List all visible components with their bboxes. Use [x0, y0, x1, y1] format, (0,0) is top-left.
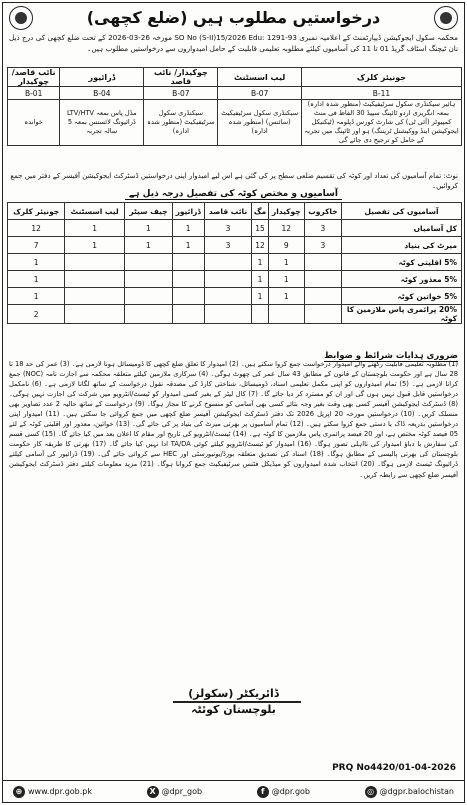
quota-cell: 1 — [172, 237, 204, 254]
quota-cell: 12 — [252, 237, 268, 254]
positions-table — [7, 67, 462, 146]
instagram-text: @dgpr.balochistan — [379, 787, 454, 796]
quota-cell — [65, 305, 125, 324]
quota-cell: 3 — [204, 220, 252, 237]
quota-col-header: چیف سیٹر — [125, 203, 173, 220]
quota-col-header: آسامیوں کی تفصیل — [342, 203, 462, 220]
signature-title: ڈائریکٹر (سکولز) — [188, 687, 279, 700]
quota-cell: 3 — [304, 220, 341, 237]
note-paragraph: نوٹ: تمام آسامیوں کی تعداد اور کوٹہ کی تقسیم ضلعی سطح پر کی گئی ہے اس لیے امیدوار اپنی درخواستیں ڈسٹرکٹ ایجوکیشن آفیسر کے دفتر میں جمع کروائیں۔ — [10, 172, 458, 190]
quota-cell — [304, 305, 341, 324]
government-logo-left — [9, 6, 33, 30]
quota-cell — [65, 271, 125, 288]
position-title: ڈرائیور — [60, 68, 144, 87]
quota-cell: 1 — [65, 237, 125, 254]
ad-title: درخواستیں مطلوب ہیں (ضلع کچھی) — [86, 8, 381, 27]
quota-cell: 1 — [172, 220, 204, 237]
rules-heading-text: ضروری ہدایات شرائط و ضوابط — [324, 351, 458, 361]
quota-cell — [125, 305, 173, 324]
quota-row-label: میرٹ کی بنیاد — [342, 237, 462, 254]
prq-number: PRQ No4420/01-04-2026 — [332, 763, 456, 773]
twitter-icon: X — [147, 786, 159, 798]
quota-cell: 1 — [252, 271, 268, 288]
signature-block — [3, 687, 464, 731]
website-text: www.dpr.gob.pk — [28, 787, 92, 796]
position-grade: B-07 — [218, 87, 302, 100]
facebook-icon: f — [257, 786, 269, 798]
details-subheading-text: آسامیوں و مختص کوٹہ کی تفصیل درجہ ذیل ہے — [125, 189, 342, 200]
quota-col-header: خاکروب — [304, 203, 341, 220]
quota-cell: 2 — [8, 305, 65, 324]
quota-cell: 1 — [8, 288, 65, 305]
quota-cell — [204, 288, 252, 305]
ad-header — [3, 3, 464, 33]
quota-row — [8, 237, 462, 254]
position-grade: B-07 — [144, 87, 218, 100]
quota-cell — [252, 305, 268, 324]
quota-cell — [172, 254, 204, 271]
quota-cell: 3 — [304, 237, 341, 254]
quota-cell: 1 — [268, 271, 304, 288]
quota-cell: 12 — [268, 220, 304, 237]
quota-cell: 9 — [268, 237, 304, 254]
footer-instagram[interactable] — [365, 786, 454, 798]
quota-cell: 1 — [268, 288, 304, 305]
quota-cell: 7 — [8, 237, 65, 254]
position-grade: B-11 — [302, 87, 462, 100]
quota-cell — [172, 271, 204, 288]
quota-cell — [268, 305, 304, 324]
quota-col-header: ڈرائیور — [172, 203, 204, 220]
footer-facebook[interactable] — [257, 786, 310, 798]
position-title: چوکیدار/ نائب قاصد — [144, 68, 218, 87]
quota-cell: 1 — [8, 271, 65, 288]
quota-cell: 1 — [268, 254, 304, 271]
quota-cell: 1 — [125, 237, 173, 254]
quota-row-label: 5% اقلیتی کوٹہ — [342, 254, 462, 271]
quota-row-label: 20% پرائمری پاس ملازمین کا کوٹہ — [342, 305, 462, 324]
position-qualification: خواندہ — [8, 100, 60, 146]
globe-icon: ⊕ — [13, 786, 25, 798]
quota-cell — [172, 288, 204, 305]
position-qualification: سیکنڈری سکول سرٹیفیکیٹ (منظور شدہ ادارہ) — [144, 100, 218, 146]
quota-row-label: 5% خواتین کوٹہ — [342, 288, 462, 305]
position-title: جونیئر کلرک — [302, 68, 462, 87]
quota-details-table — [7, 202, 462, 324]
signature-location: بلوچستان کوئٹہ — [191, 703, 276, 716]
quota-cell — [125, 288, 173, 305]
position-qualification: سیکنڈری سکول سرٹیفیکیٹ (سائنس) (منظور شدہ ادارہ) — [218, 100, 302, 146]
position-title: نائب قاصد/ چوکیدار — [8, 68, 60, 87]
quota-cell: 1 — [125, 220, 173, 237]
quota-cell — [125, 271, 173, 288]
position-grade: B-04 — [60, 87, 144, 100]
quota-row — [8, 288, 462, 305]
position-qualification: مڈل پاس بمعہ LTV/HTV ڈرائیونگ لائسنس بمعہ 5 سالہ تجربہ — [60, 100, 144, 146]
job-advertisement — [2, 2, 465, 803]
government-logo-right — [434, 6, 458, 30]
footer-twitter[interactable] — [147, 786, 203, 798]
facebook-text: @dpr.gob — [271, 787, 310, 796]
quota-cell — [304, 288, 341, 305]
quota-cell: 15 — [252, 220, 268, 237]
footer-website[interactable] — [13, 786, 92, 798]
quota-row-label: کل آسامیاں — [342, 220, 462, 237]
quota-cell — [172, 305, 204, 324]
quota-cell: 1 — [252, 254, 268, 271]
quota-cell — [65, 288, 125, 305]
quota-cell: 1 — [252, 288, 268, 305]
position-grade: B-01 — [8, 87, 60, 100]
position-qualification-row — [8, 100, 462, 146]
quota-header-row — [8, 203, 462, 220]
footer-bar — [3, 780, 464, 802]
quota-cell — [304, 254, 341, 271]
position-title-row — [8, 68, 462, 87]
rules-paragraph: (1) مطلوبہ تعلیمی قابلیت رکھنے والے امیدوار درخواست جمع کروا سکتے ہیں۔ (2) امیدوار کا تعلق ضلع کچھی کا ڈومیسائل ہونا لازمی ہے۔ (3) عمر کی حد 18 تا 28 سال ہے اور حکومت بلوچستان کے قانون کے مطابق 43 سال عمر کی چھوٹ ہوگی۔ (4) سرکاری ملازمین کیلئے متعلقہ محکمہ سے اجازت نامہ (NOC) جمع کرانا لازمی ہے۔ (5) تمام امیدواروں کو اپنی مکمل تعلیمی اسناد، ڈومیسائل، شناختی کارڈ کی مصدقہ نقول درخواست کے ساتھ لگانا لازمی ہے۔ (6) نامکمل درخواستیں قابل قبول نہیں ہوں گی اور ان کو مسترد کر دیا جائے گا۔ (7) کال لیٹر کے بغیر کسی امیدوار کو ٹیسٹ/انٹرویو میں شرکت کی اجازت نہیں ہوگی۔ (8) ڈسٹرکٹ ایجوکیشن آفیسر کسی بھی وقت بغیر وجہ بتائے کسی بھی آسامی کو منسوخ کرنے کا مجاز ہوگا۔ (9) درخواست کے ساتھ حالیہ 2 عدد تصاویر بھی منسلک کریں۔ (10) درخواستیں مورخہ 20 اپریل 2026 تک دفتر ڈسٹرکٹ ایجوکیشن آفیسر ضلع کچھی میں جمع کروائی جا سکتی ہیں۔ (11) امیدوار اپنی درخواستیں بذریعہ ڈاک یا دستی جمع کروا سکتے ہیں۔ (12) تمام آسامیوں پر بھرتی میرٹ کی بنیاد پر کی جائے گی۔ (13) خواتین، معذور اور اقلیتی کوٹہ کے لئے 05 فیصد کوٹہ مختص ہے، اور 20 فیصد پرائمری پاس ملازمین کا کوٹہ ہے۔ (14) ٹیسٹ/انٹرویو کی تاریخ اور مقام کا اعلان بعد میں کیا جائے گا۔ (15) کسی قسم کی سفارش یا دباؤ امیدوار کی نااہلی تصور ہوگا۔ (16) امیدوار کو ٹیسٹ/انٹرویو کیلئے کوئی TA/DA ادا نہیں کیا جائے گا۔ (17) بھرتی کا طریقہ کار حکومت بلوچستان کی بھرتی پالیسی کے مطابق ہوگا۔ (18) اسناد کی تصدیق متعلقہ بورڈ/یونیورسٹی اور HEC سے کروائی جائے گی۔ (19) ڈرائیور کی آسامی کیلئے ڈرائیونگ ٹیسٹ لازمی ہوگا۔ (20) انتخاب شدہ امیدواروں کو میڈیکل فٹنس سرٹیفیکیٹ جمع کروانا ہوگا۔ (21) مزید معلومات کیلئے دفتر ڈسٹرکٹ ایجوکیشن آفیسر ضلع کچھی سے رابطہ کریں۔ — [9, 360, 458, 479]
position-qualification: ہائیر سیکنڈری سکول سرٹیفیکیٹ (منظور شدہ ادارہ) بمعہ انگریزی اردو ٹائپنگ سپیڈ 30 الفاظ فی منٹ کمپیوٹر (آئی ٹی) کی شارٹ کورس ڈپلومہ (ٹیکنیکل ایجوکیشن اینڈ ووکیشنل ٹریننگ) ہو اور ٹائپنگ میں تجربہ کے حامل کو ترجیح دی جائے گی — [302, 100, 462, 146]
quota-cell: 1 — [8, 254, 65, 271]
quota-row — [8, 220, 462, 237]
quota-row — [8, 305, 462, 324]
instagram-icon: ◎ — [365, 786, 377, 798]
quota-col-header: چوکیدار — [268, 203, 304, 220]
quota-cell: 1 — [65, 220, 125, 237]
quota-col-header: مگ — [252, 203, 268, 220]
quota-row — [8, 254, 462, 271]
quota-cell — [304, 271, 341, 288]
quota-cell — [125, 254, 173, 271]
quota-cell — [204, 305, 252, 324]
quota-row-label: 5% معذور کوٹہ — [342, 271, 462, 288]
quota-cell — [204, 271, 252, 288]
intro-paragraph: محکمہ سکول ایجوکیشن ڈیپارٹمنٹ کے اعلامیہ نمبری SO No (S-II)15/2026 Edu: 1291-93 مورخہ 26-03-2026 کے تحت ضلع کچھی کی درج ذیل نان ٹیچنگ اسٹاف گریڈ 01 تا 11 کی آسامیوں کیلئے مطلوبہ تعلیمی قابلیت کے حامل امیدواروں سے درخواستیں مطلوب ہیں۔ — [9, 33, 458, 53]
twitter-text: @dpr_gob — [161, 787, 203, 796]
quota-col-header: نائب قاصد — [204, 203, 252, 220]
quota-col-header: جونیئر کلرک — [8, 203, 65, 220]
quota-col-header: لیب اسسٹنٹ — [65, 203, 125, 220]
quota-cell: 3 — [204, 237, 252, 254]
quota-cell — [204, 254, 252, 271]
position-title: لیب اسسٹنٹ — [218, 68, 302, 87]
quota-cell — [65, 254, 125, 271]
quota-cell: 12 — [8, 220, 65, 237]
quota-body — [8, 220, 462, 324]
quota-row — [8, 271, 462, 288]
position-grade-row — [8, 87, 462, 100]
details-subheading — [3, 189, 464, 199]
